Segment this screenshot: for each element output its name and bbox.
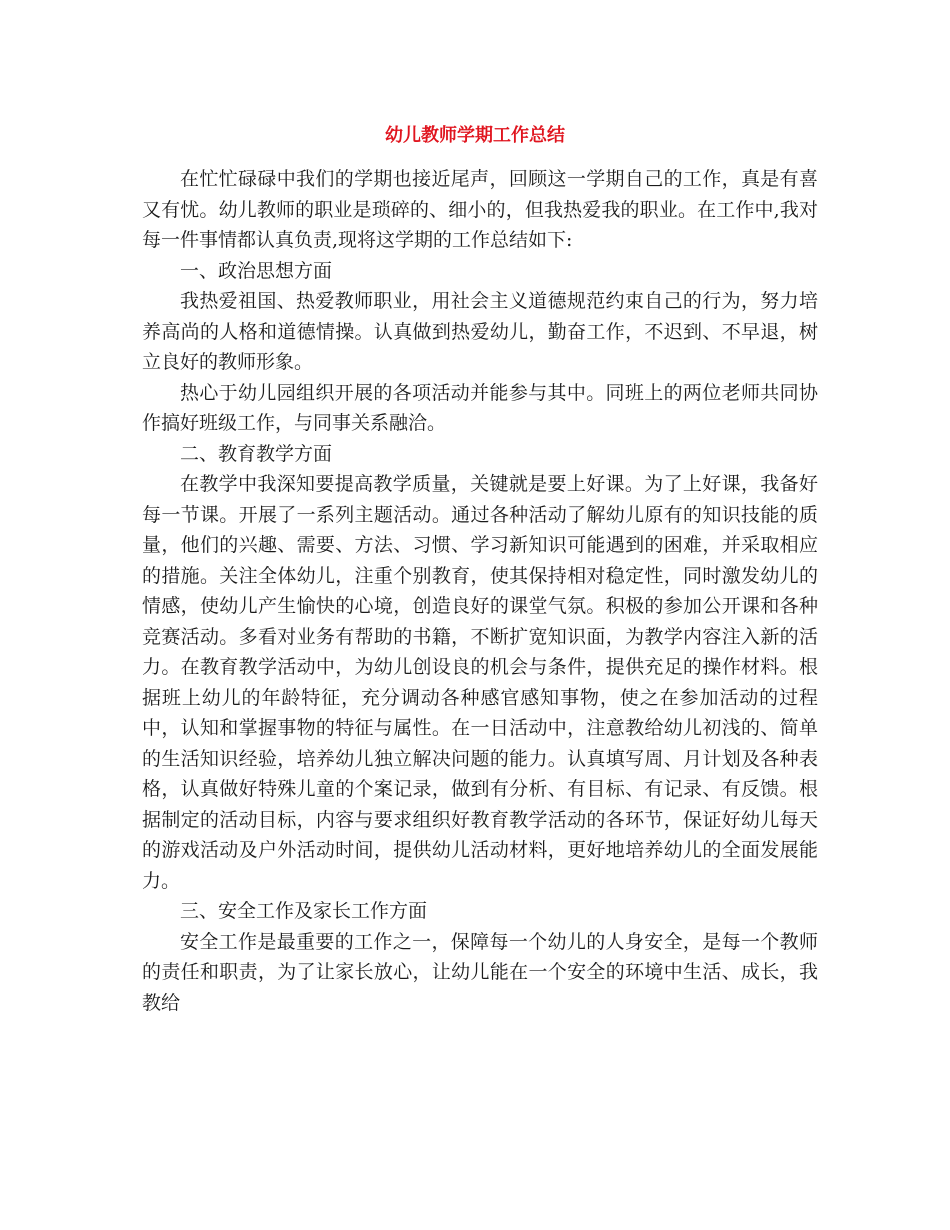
paragraph-political-1: 我热爱祖国、热爱教师职业，用社会主义道德规范约束自己的行为，努力培养高尚的人格和道德情操。认真做到热爱幼儿，勤奋工作，不迟到、不早退，树立良好的教师形象。 (142, 290, 818, 373)
document-body (142, 164, 818, 1018)
paragraph-teaching: 在教学中我深知要提高教学质量，关键就是要上好课。为了上好课，我备好每一节课。开展了一系列主题活动。通过各种活动了解幼儿原有的知识技能的质量，他们的兴趣、需要、方法、习惯、学习新知识可能遇到的困难，并采取相应的措施。关注全体幼儿，注重个别教育，使其保持相对稳定性，同时激发幼儿的情感，使幼儿产生愉快的心境，创造良好的课堂气氛。积极的参加公开课和各种竞赛活动。多看对业务有帮助的书籍，不断扩宽知识面，为教学内容注入新的活力。在教育教学活动中，为幼儿创设良的机会与条件，提供充足的操作材料。根据班上幼儿的年龄特征，充分调动各种感官感知事物，使之在参加活动的过程中，认知和掌握事物的特征与属性。在一日活动中，注意教给幼儿初浅的、简单的生活知识经验，培养幼儿独立解决问题的能力。认真填写周、月计划及各种表格，认真做好特殊儿童的个案记录，做到有分析、有目标、有记录、有反馈。根据制定的活动目标，内容与要求组织好教育教学活动的各环节，保证好幼儿每天的游戏活动及户外活动时间，提供幼儿活动材料，更好地培养幼儿的全面发展能力。 (142, 473, 818, 892)
section-heading-teaching: 二、教育教学方面 (180, 442, 333, 465)
section-heading-political: 一、政治思想方面 (180, 259, 333, 282)
paragraph-political-2: 热心于幼儿园组织开展的各项活动并能参与其中。同班上的两位老师共同协作搞好班级工作，与同事关系融洽。 (142, 381, 818, 434)
document-title: 幼儿教师学期工作总结 (385, 125, 565, 146)
section-heading-safety: 三、安全工作及家长工作方面 (180, 900, 428, 922)
paragraph-safety: 安全工作是最重要的工作之一，保障每一个幼儿的人身安全，是每一个教师的责任和职责，为了让家长放心，让幼儿能在一个安全的环境中生活、成长，我教给 (142, 930, 818, 1014)
paragraph-intro: 在忙忙碌碌中我们的学期也接近尾声，回顾这一学期自己的工作，真是有喜又有忧。幼儿教师的职业是琐碎的、细小的，但我热爱我的职业。在工作中,我对每一件事情都认真负责,现将这学期的工作总结如下: (142, 168, 818, 251)
